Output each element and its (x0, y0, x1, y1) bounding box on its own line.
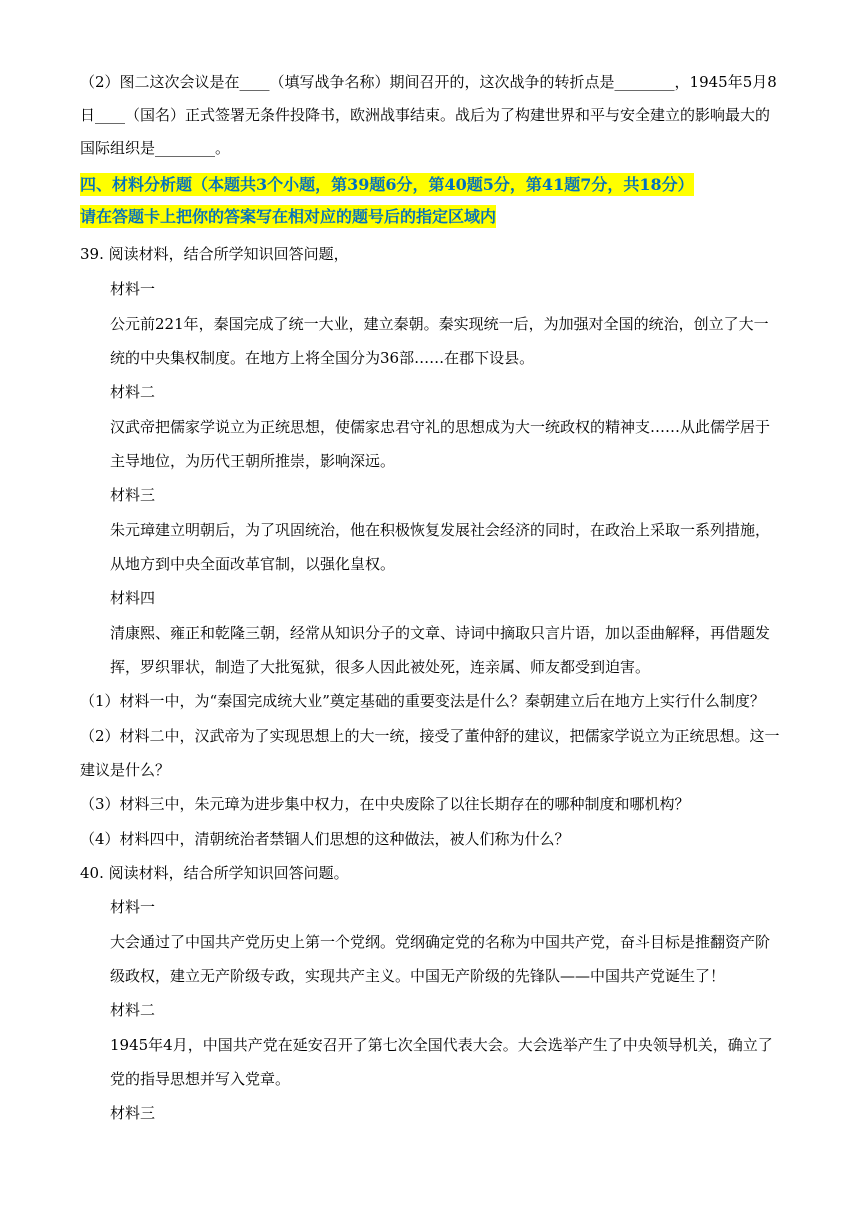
q39-stem: 39. 阅读材料，结合所学知识回答问题， (80, 245, 349, 263)
q39-question2-line1: （2）材料二中，汉武帝为了实现思想上的大一统，接受了董仲舒的建议，把儒家学说立为正统思想。这一 (80, 727, 780, 745)
section4-heading-wrap (80, 174, 694, 196)
q39-material3-title: 材料三 (110, 486, 156, 504)
q38-part2-line1: （2）图二这次会议是在____（填写战争名称）期间召开的，这次战争的转折点是________，1945年5月8 (80, 73, 777, 91)
q39-material4-title: 材料四 (110, 589, 156, 607)
q39-material4-line1: 清康熙、雍正和乾隆三朝，经常从知识分子的文章、诗词中摘取只言片语，加以歪曲解释，再借题发 (110, 624, 771, 642)
q39-material1-line1: 公元前221年，秦国完成了统一大业，建立秦朝。秦实现统一后，为加强对全国的统治，创立了大一 (110, 315, 769, 333)
q39-question2-line2: 建议是什么？ (80, 761, 171, 779)
q39-question1: （1）材料一中，为“秦国完成统大业”奠定基础的重要变法是什么？秦朝建立后在地方上实行什么制度？ (80, 692, 765, 710)
section4-instruction: 请在答题卡上把你的答案写在相对应的题号后的指定区域内 (80, 207, 497, 226)
q40-material1-line2: 级政权，建立无产阶级专政，实现共产主义。中国无产阶级的先锋队——中国共产党诞生了！ (110, 967, 726, 985)
q39-material1-line2: 统的中央集权制度。在地方上将全国分为36部……在郡下设县。 (110, 349, 535, 367)
q40-material3-title: 材料三 (110, 1104, 156, 1122)
q39-material2-title: 材料二 (110, 383, 156, 401)
q39-material2-line2: 主导地位，为历代王朝所推崇，影响深远。 (110, 452, 396, 470)
q39-material2-line1: 汉武帝把儒家学说立为正统思想，使儒家忠君守礼的思想成为大一统政权的精神支……从此儒学居于 (110, 418, 771, 436)
q39-question4: （4）材料四中，清朝统治者禁锢人们思想的这种做法，被人们称为什么？ (80, 830, 570, 848)
q40-material2-line2: 党的指导思想并写入党章。 (110, 1070, 291, 1088)
q40-material2-title: 材料二 (110, 1001, 156, 1019)
q40-stem: 40. 阅读材料，结合所学知识回答问题。 (80, 864, 349, 882)
q40-material1-title: 材料一 (110, 898, 156, 916)
q39-material1-title: 材料一 (110, 280, 156, 298)
q39-question3: （3）材料三中，朱元璋为进步集中权力，在中央废除了以往长期存在的哪种制度和哪机构？ (80, 795, 690, 813)
q40-material2-line1: 1945年4月，中国共产党在延安召开了第七次全国代表大会。大会选举产生了中央领导机关，确立了 (110, 1036, 773, 1054)
q38-part2-line3: 国际组织是________。 (80, 139, 231, 157)
section4-heading: 四、材料分析题（本题共3个小题，第39题6分，第40题5分，第41题7分，共18分） (80, 175, 694, 194)
q39-material3-line2: 从地方到中央全面改革官制，以强化皇权。 (110, 555, 396, 573)
q39-material3-line1: 朱元璋建立明朝后，为了巩固统治，他在积极恢复发展社会经济的同时，在政治上采取一系列措施， (110, 521, 771, 539)
q39-material4-line2: 挥，罗织罪状，制造了大批冤狱，很多人因此被处死，连亲属、师友都受到迫害。 (110, 658, 651, 676)
q40-material1-line1: 大会通过了中国共产党历史上第一个党纲。党纲确定党的名称为中国共产党，奋斗目标是推翻资产阶 (110, 933, 771, 951)
section4-instruction-wrap (80, 206, 496, 228)
q38-part2-line2: 日____（国名）正式签署无条件投降书，欧洲战事结束。战后为了构建世界和平与安全建立的影响最大的 (80, 106, 771, 124)
